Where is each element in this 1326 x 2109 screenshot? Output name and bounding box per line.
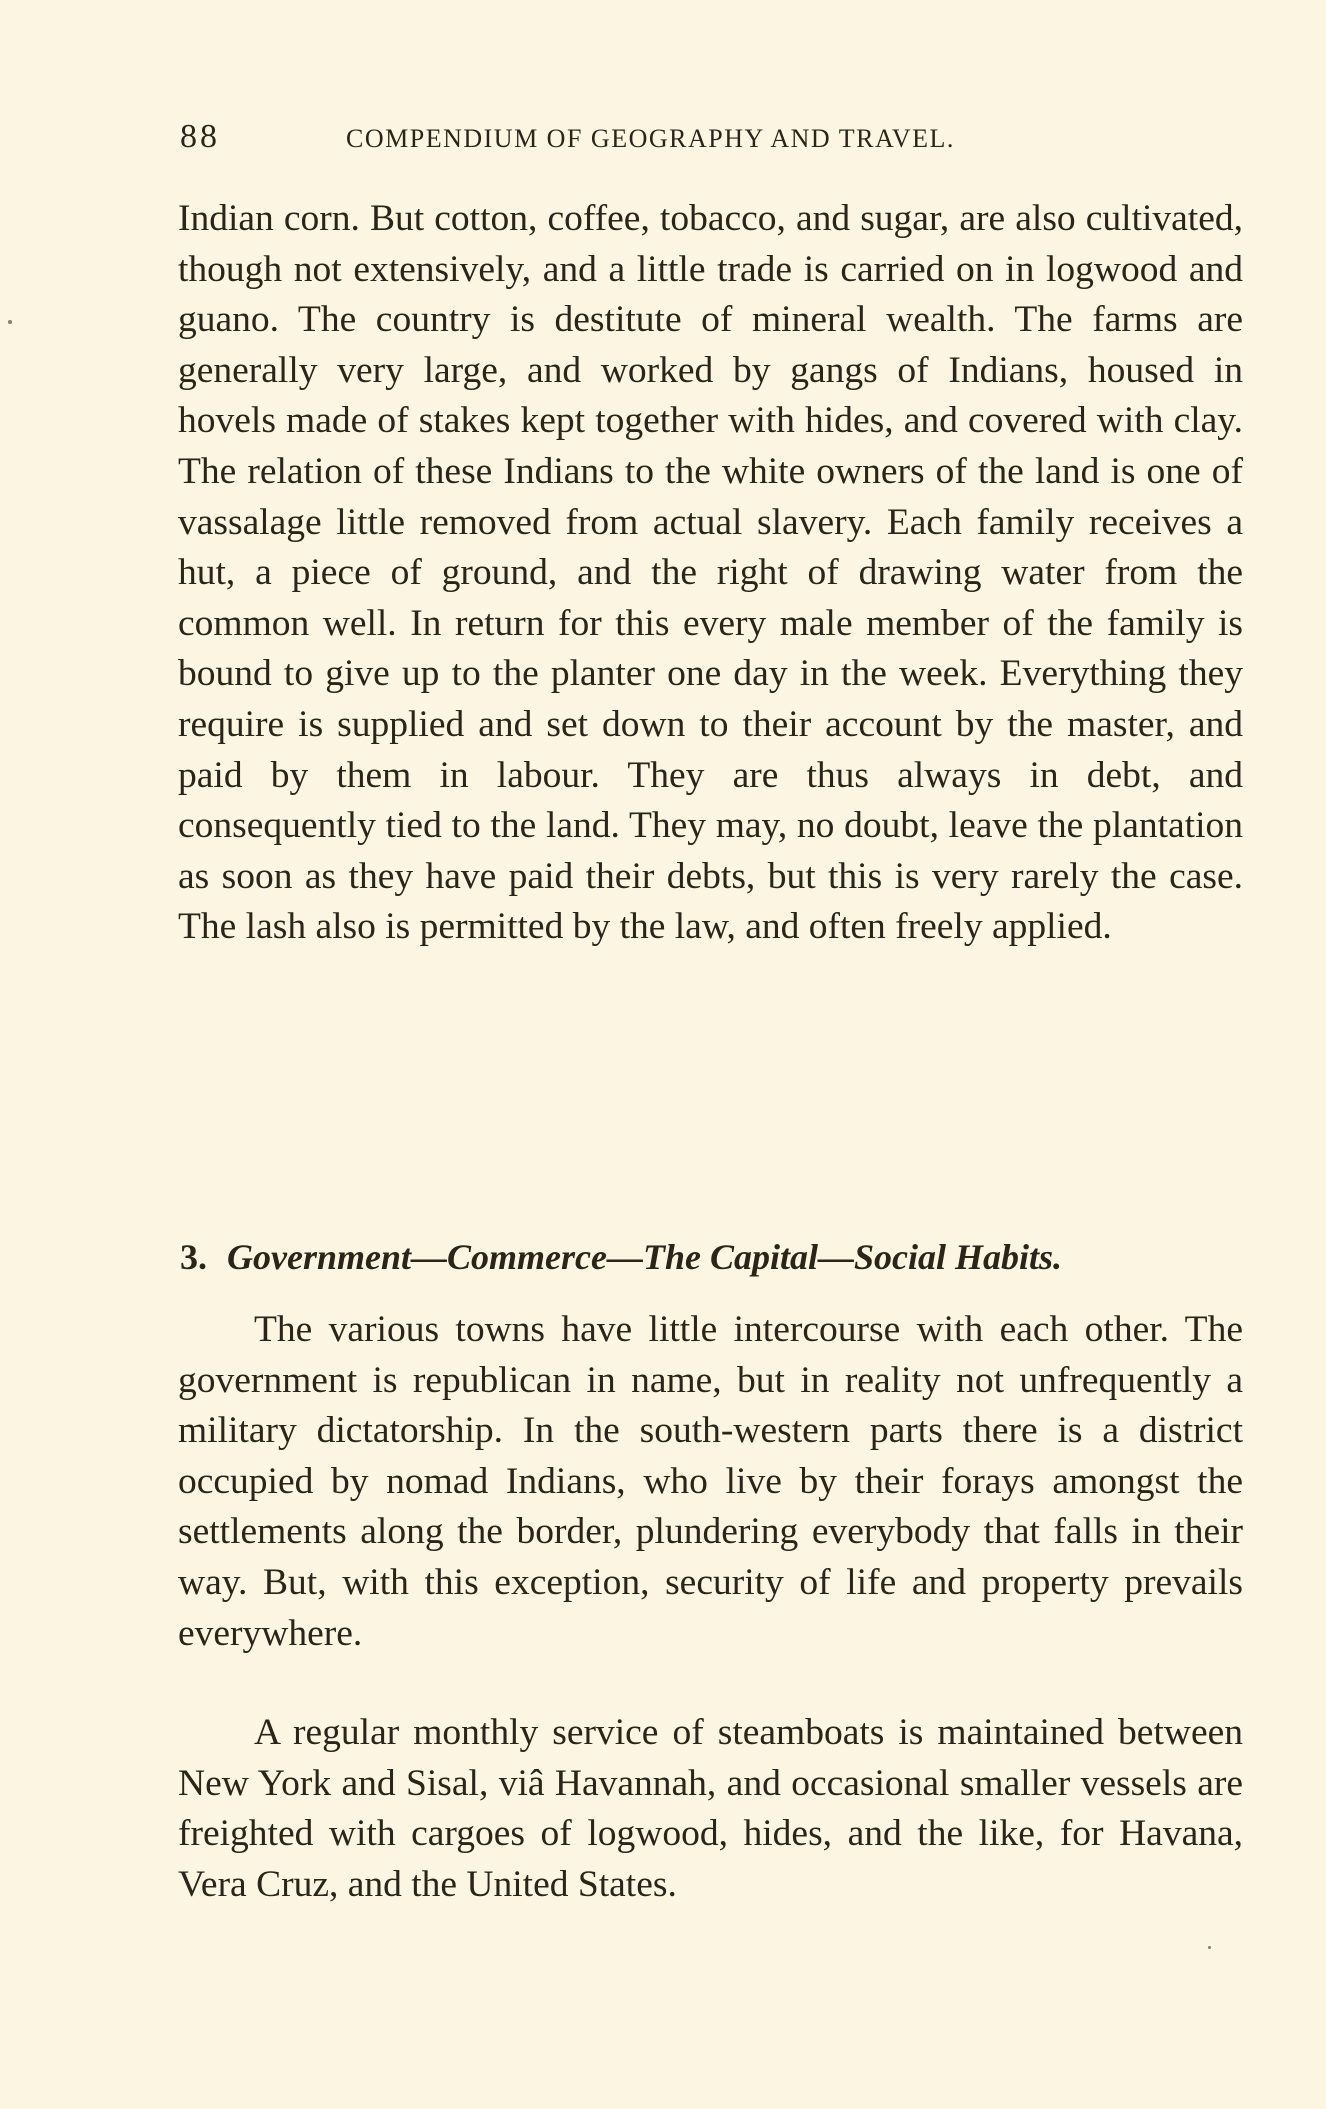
running-title: COMPENDIUM OF GEOGRAPHY AND TRAVEL.: [346, 124, 955, 153]
section-heading: [180, 1233, 1245, 1281]
paragraph-commerce: A regular monthly service of steamboats is maintained between New York and Sisal, viâ Havannah, and occasional smaller vessels are freighted with cargoes of logwood, hides, and the like, for Havana, Vera Cruz, and the United States.: [178, 1712, 1243, 1905]
paragraph-government: The various towns have little intercourse with each other. The government is republican in name, but in reality not unfrequently a military dictatorship. In the south-western parts there is a district occupied by nomad Indians, who live by their forays amongst the settlements along the border, plundering everybody that falls in their way. But, with this exception, security of life and property prevails everywhere.: [178, 1309, 1243, 1654]
page-header: [176, 118, 1126, 168]
page-number: 88: [180, 118, 220, 155]
section-number: 3.: [180, 1237, 207, 1277]
margin-speck: [8, 320, 12, 324]
paragraph-farming: Indian corn. But cotton, coffee, tobacco, and sugar, are also cultivated, though not extensively, and a little trade is carried on in logwood and guano. The country is destitute of mineral wealth. The farms are generally very large, and worked by gangs of Indians, housed in hovels made of stakes kept together with hides, and covered with clay. The relation of these Indians to the white owners of the land is one of vassalage little removed from actual slavery. Each family receives a hut, a piece of ground, and the right of drawing water from the common well. In return for this every male member of the family is bound to give up to the planter one day in the week. Everything they require is supplied and set down to their account by the master, and paid by them in labour. They are thus always in debt, and consequently tied to the land. They may, no doubt, leave the plantation as soon as they have paid their debts, but this is very rarely the case. The lash also is permitted by the law, and often freely applied.: [178, 198, 1243, 948]
section-title: Government—Commerce—The Capital—Social Habits.: [227, 1237, 1062, 1277]
page-speck: [1208, 1946, 1211, 1949]
